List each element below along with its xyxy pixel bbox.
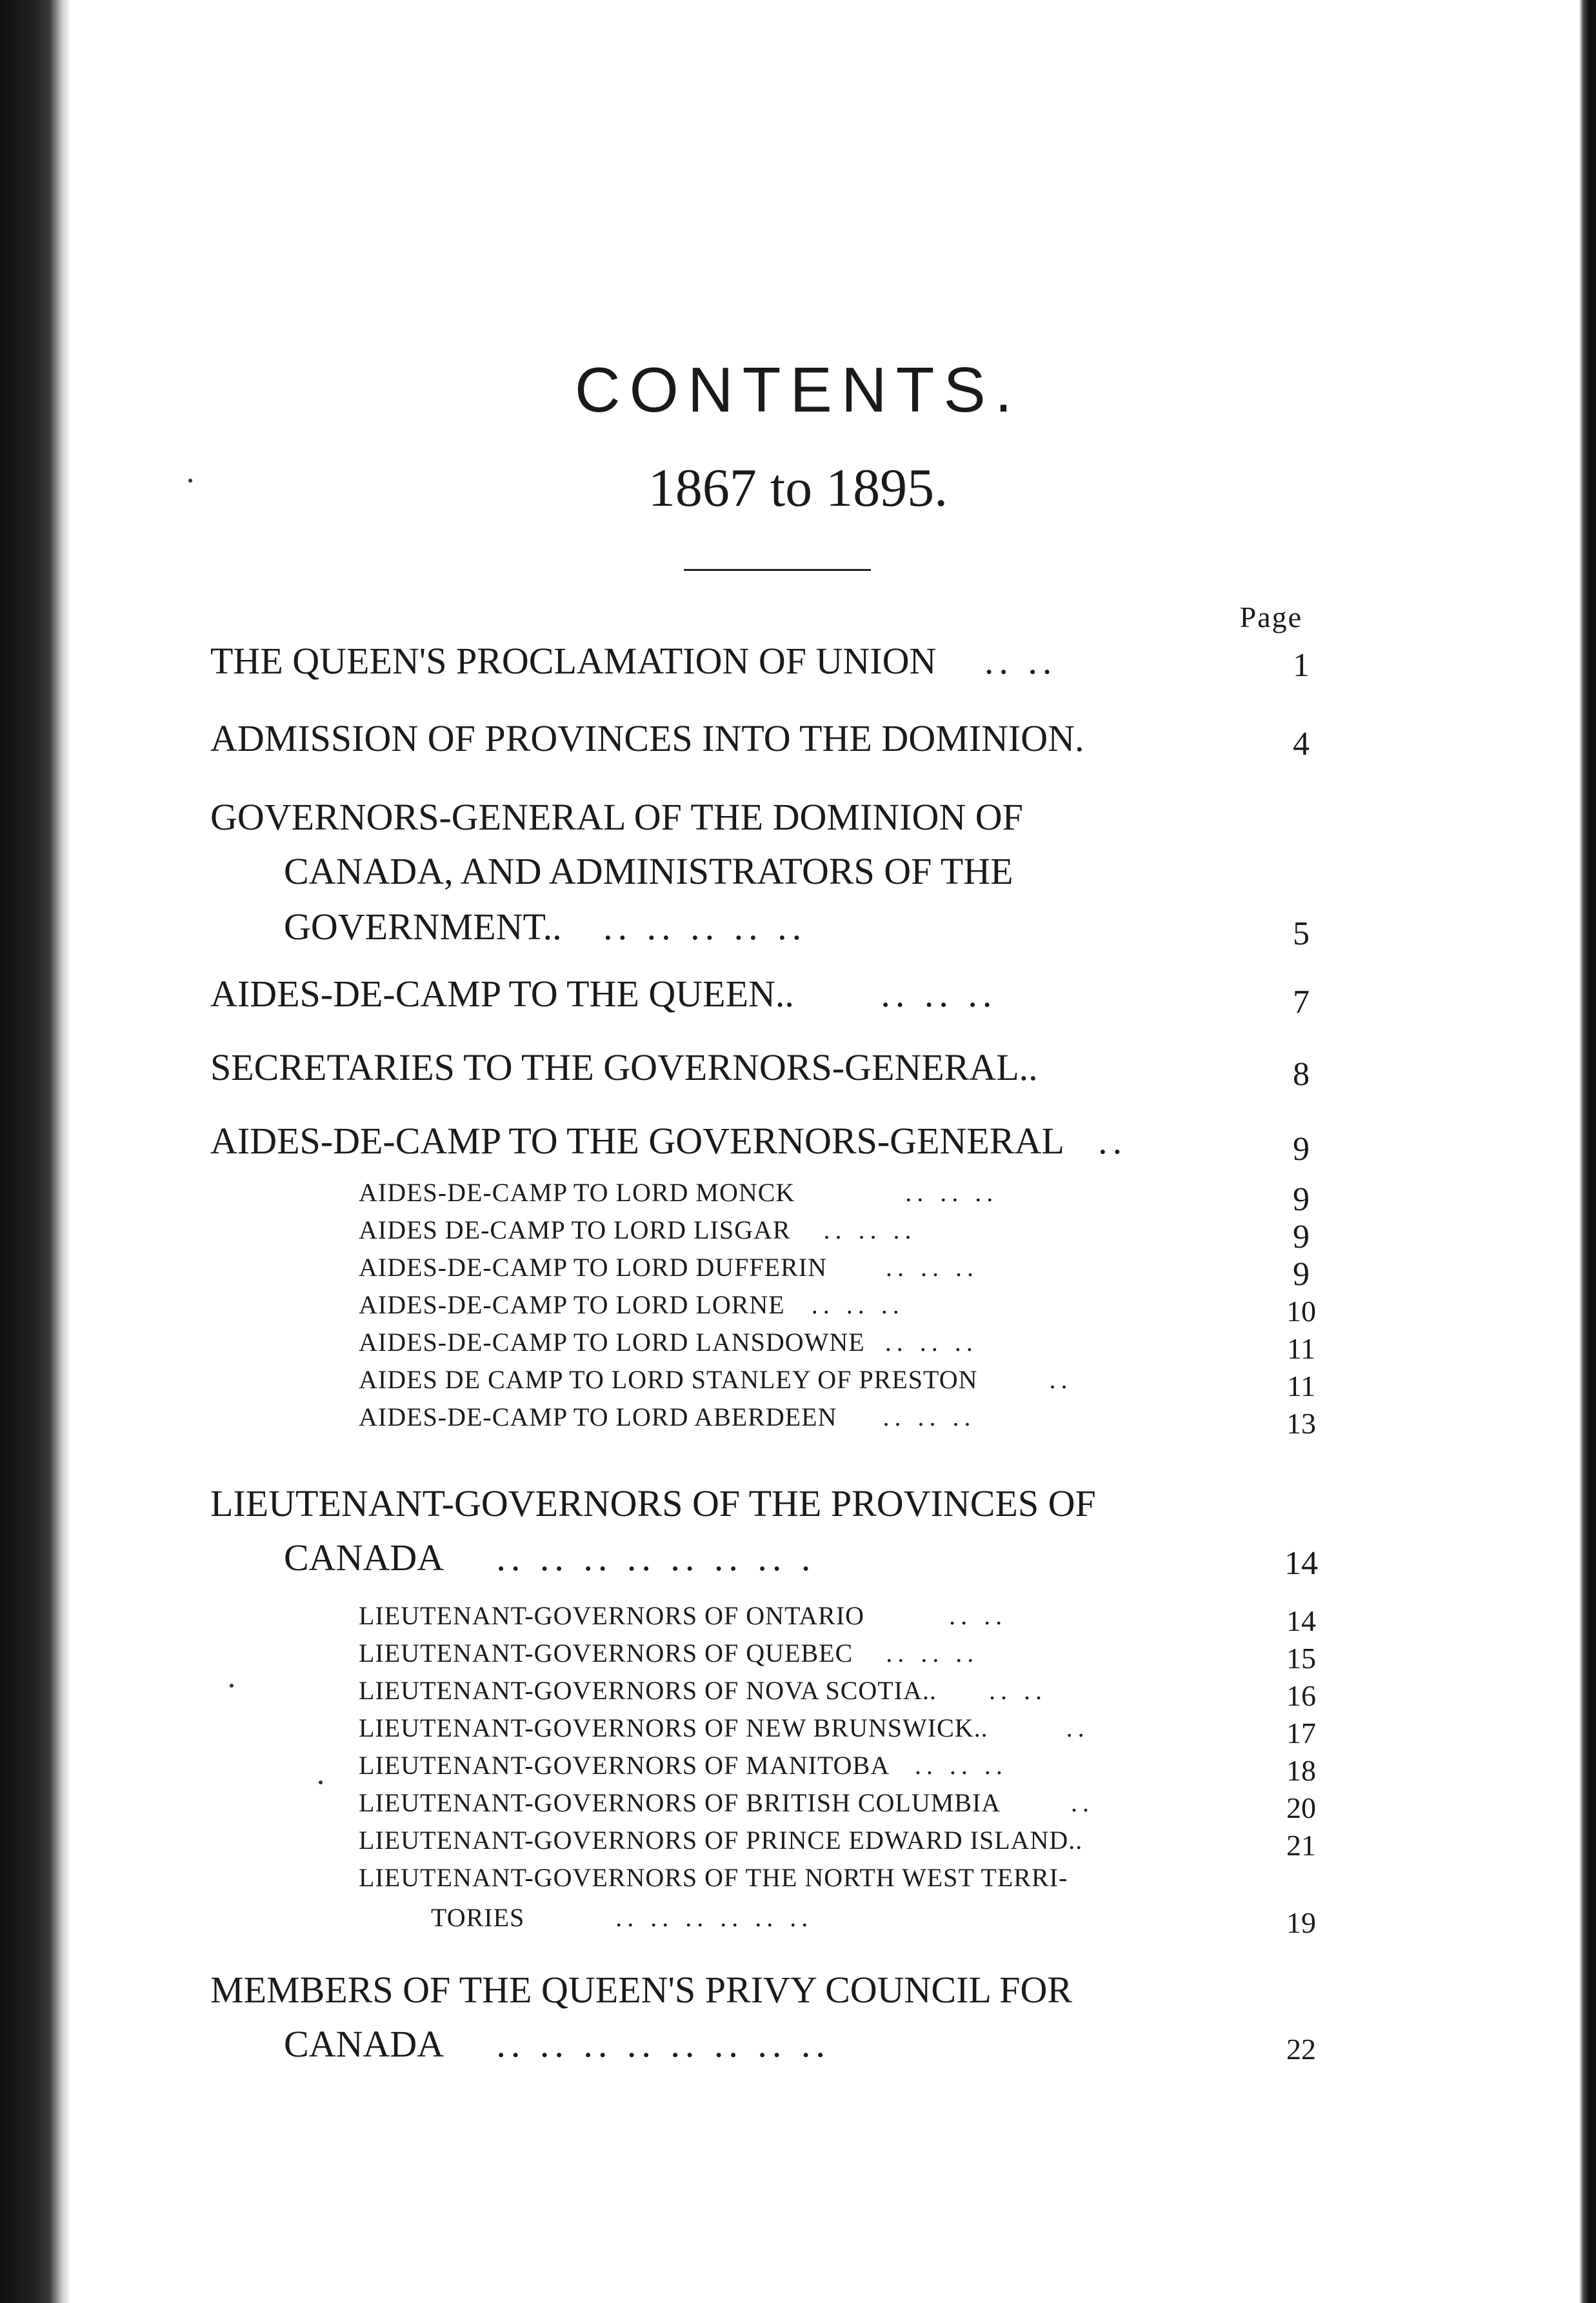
- toc-subentry[interactable]: [359, 1635, 979, 1672]
- toc-page-number: 21: [1286, 1829, 1316, 1862]
- leader-dots: .. .. ..: [884, 1328, 978, 1357]
- toc-entry-admission[interactable]: [210, 712, 1084, 765]
- toc-subentry-label: AIDES-DE-CAMP TO LORD ABERDEEN: [359, 1402, 837, 1431]
- leader-dots: .. .. ..: [905, 1178, 999, 1207]
- toc-subentry[interactable]: [359, 1361, 1073, 1399]
- toc-entry-secretaries[interactable]: [210, 1041, 1038, 1094]
- page-binding-edge-left: [0, 0, 71, 2303]
- toc-page-number: 11: [1286, 1332, 1316, 1365]
- page-binding-edge-right: [1579, 0, 1596, 2303]
- toc-subentry-label: AIDES-DE-CAMP TO LORD DUFFERIN: [359, 1253, 827, 1282]
- toc-entry-lieutenant-governors[interactable]: [210, 1477, 1096, 1530]
- toc-subentry[interactable]: [359, 1249, 979, 1286]
- toc-subentry-label: LIEUTENANT-GOVERNORS OF THE NORTH WEST TERRI-: [359, 1863, 1068, 1892]
- toc-entry-privy-council-line2: [284, 2018, 830, 2071]
- toc-entry-label: LIEUTENANT-GOVERNORS OF THE PROVINCES OF: [210, 1482, 1096, 1524]
- title-rule: [684, 569, 871, 571]
- toc-subentry[interactable]: [359, 1211, 917, 1249]
- leader-dots: .. .. ..: [823, 1215, 917, 1244]
- toc-entry-privy-council[interactable]: [210, 1964, 1072, 2017]
- toc-entry-label: AIDES-DE-CAMP TO THE GOVERNORS-GENERAL: [210, 1120, 1063, 1162]
- leader-dots: ..: [1066, 1713, 1090, 1742]
- toc-subentry-label: AIDES DE CAMP TO LORD STANLEY OF PRESTON: [359, 1365, 978, 1394]
- toc-entry-label: CANADA: [284, 2023, 442, 2065]
- toc-page-number: 11: [1286, 1370, 1316, 1402]
- toc-entry-label: MEMBERS OF THE QUEEN'S PRIVY COUNCIL FOR: [210, 1969, 1073, 2011]
- toc-subentry-label: LIEUTENANT-GOVERNORS OF BRITISH COLUMBIA: [359, 1788, 999, 1817]
- toc-subentry-label: LIEUTENANT-GOVERNORS OF ONTARIO: [359, 1601, 865, 1630]
- toc-page-number: 9: [1293, 1219, 1310, 1255]
- print-speck: [230, 1684, 234, 1688]
- toc-entry-governors-general-line2: [284, 845, 1013, 898]
- toc-page-number: 5: [1293, 915, 1310, 952]
- toc-subentry[interactable]: [359, 1286, 904, 1324]
- toc-page-number: 10: [1286, 1295, 1316, 1328]
- toc-subentry[interactable]: [359, 1597, 1007, 1635]
- leader-dots: .. .. ..: [881, 973, 997, 1015]
- leader-dots: .. .. ..: [886, 1639, 979, 1668]
- leader-dots: .. .. ..: [885, 1253, 979, 1282]
- leader-dots: .. .. ..: [811, 1290, 904, 1319]
- print-speck: [188, 479, 192, 483]
- toc-page-number: 22: [1286, 2033, 1316, 2066]
- toc-subentry-label: LIEUTENANT-GOVERNORS OF NEW BRUNSWICK..: [359, 1713, 988, 1742]
- leader-dots: .. ..: [988, 1676, 1047, 1705]
- toc-subentry-label: LIEUTENANT-GOVERNORS OF MANITOBA: [359, 1751, 888, 1780]
- toc-entry-label: CANADA, AND ADMINISTRATORS OF THE: [284, 850, 1013, 892]
- toc-page-number: 18: [1286, 1754, 1316, 1787]
- toc-subentry-line2: [431, 1899, 813, 1937]
- toc-entry-governors-general[interactable]: [210, 791, 1023, 844]
- leader-dots: .. .. .. .. .. .. .. .: [496, 1537, 816, 1579]
- toc-subentry-label: LIEUTENANT-GOVERNORS OF QUEBEC: [359, 1639, 853, 1668]
- toc-subentry-label: AIDES-DE-CAMP TO LORD LORNE: [359, 1290, 785, 1319]
- toc-entry-proclamation[interactable]: [210, 635, 1057, 688]
- toc-subentry[interactable]: [359, 1174, 998, 1211]
- toc-page-number: 14: [1286, 1604, 1316, 1637]
- toc-entry-governors-general-line3: [284, 901, 806, 953]
- toc-subentry-label: AIDES-DE-CAMP TO LORD MONCK: [359, 1178, 795, 1207]
- leader-dots: .. .. .. .. .. ..: [615, 1903, 813, 1932]
- toc-entry-label: CANADA: [284, 1537, 442, 1579]
- toc-entry-label: GOVERNMENT..: [284, 906, 562, 948]
- toc-subentry-label: LIEUTENANT-GOVERNORS OF NOVA SCOTIA..: [359, 1676, 937, 1705]
- page-column-heading: Page: [1239, 601, 1302, 633]
- toc-entry-lieutenant-governors-line2: [284, 1531, 815, 1584]
- toc-page-number: 1: [1293, 647, 1310, 684]
- leader-dots: ..: [1049, 1365, 1073, 1394]
- toc-page-number: 7: [1293, 984, 1310, 1021]
- toc-subentry[interactable]: [359, 1672, 1047, 1710]
- toc-page-number: 4: [1293, 726, 1310, 763]
- leader-dots: ..: [1071, 1788, 1094, 1817]
- leader-dots: .. ..: [984, 640, 1057, 682]
- toc-page-number: 19: [1286, 1906, 1316, 1939]
- toc-subentry-label: AIDES-DE-CAMP TO LORD LANSDOWNE: [359, 1328, 865, 1357]
- toc-entry-label: GOVERNORS-GENERAL OF THE DOMINION OF: [210, 796, 1023, 838]
- leader-dots: .. .. .. .. .. .. .. ..: [496, 2023, 830, 2065]
- toc-subentry[interactable]: [359, 1747, 1008, 1784]
- toc-page-number: 20: [1286, 1791, 1316, 1824]
- toc-subentry[interactable]: [359, 1324, 978, 1361]
- date-range-subtitle: 1867 to 1895.: [648, 458, 948, 518]
- toc-page-number: 8: [1293, 1056, 1310, 1093]
- toc-entry-aides-queen[interactable]: [210, 968, 997, 1021]
- toc-subentry-label: LIEUTENANT-GOVERNORS OF PRINCE EDWARD ISLAND..: [359, 1826, 1083, 1855]
- toc-page-number: 9: [1293, 1181, 1310, 1218]
- toc-page-number: 9: [1293, 1256, 1310, 1293]
- toc-subentry[interactable]: [359, 1859, 1068, 1897]
- toc-subentry[interactable]: [359, 1399, 976, 1436]
- leader-dots: ..: [1098, 1120, 1128, 1162]
- toc-subentry[interactable]: [359, 1710, 1090, 1747]
- toc-subentry-label: TORIES: [431, 1903, 525, 1932]
- toc-entry-label: SECRETARIES TO THE GOVERNORS-GENERAL..: [210, 1046, 1038, 1088]
- leader-dots: .. ..: [949, 1601, 1008, 1630]
- toc-subentry-label: AIDES DE-CAMP TO LORD LISGAR: [359, 1215, 791, 1244]
- toc-entry-label: THE QUEEN'S PROCLAMATION OF UNION: [210, 640, 937, 682]
- toc-page-number: 9: [1293, 1131, 1310, 1168]
- toc-entry-label: AIDES-DE-CAMP TO THE QUEEN..: [210, 973, 794, 1015]
- toc-entry-aides-governors[interactable]: [210, 1115, 1127, 1168]
- toc-page-number: 14: [1284, 1545, 1318, 1582]
- toc-page-number: 16: [1286, 1679, 1316, 1712]
- leader-dots: .. .. .. .. ..: [603, 906, 807, 948]
- page-title: CONTENTS.: [574, 354, 1022, 425]
- leader-dots: .. .. ..: [883, 1402, 976, 1431]
- toc-page-number: 13: [1286, 1407, 1316, 1440]
- print-speck: [319, 1780, 323, 1784]
- leader-dots: .. .. ..: [914, 1751, 1008, 1780]
- toc-page-number: 17: [1286, 1717, 1316, 1750]
- toc-entry-label: ADMISSION OF PROVINCES INTO THE DOMINION.: [210, 717, 1084, 759]
- toc-page-number: 15: [1286, 1642, 1316, 1675]
- toc-subentry[interactable]: [359, 1822, 1082, 1859]
- toc-subentry[interactable]: [359, 1784, 1094, 1822]
